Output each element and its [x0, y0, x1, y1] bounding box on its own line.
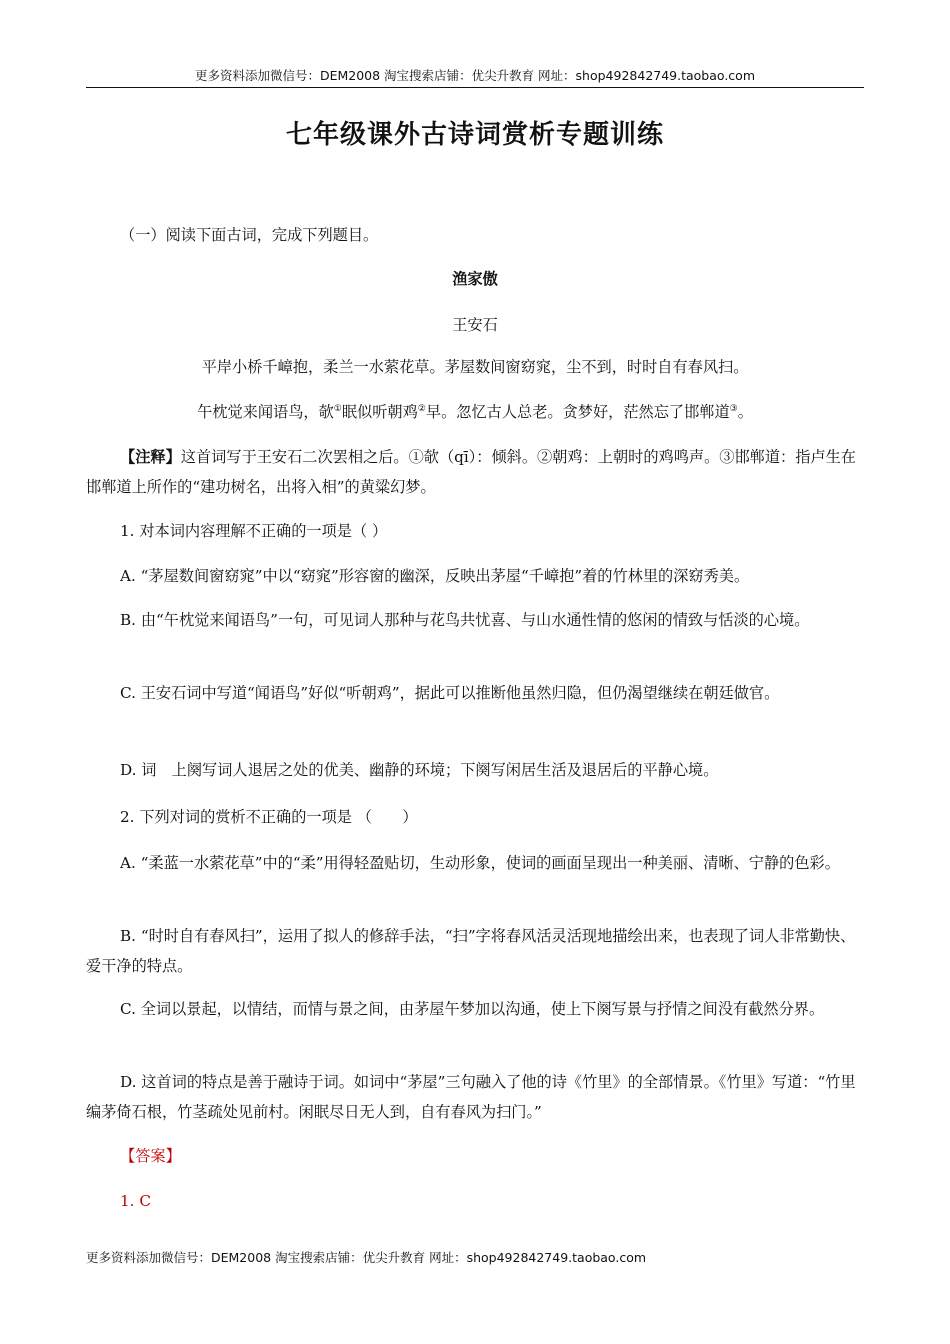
- question-1-option-b: B. 由“午枕觉来闻语鸟”一句，可见词人那种与花鸟共忧喜、与山水通性情的悠闲的情致与恬淡的心境。: [120, 611, 810, 629]
- page-footer: 更多资料添加微信号：DEM2008 淘宝搜索店铺：优尖升教育 网址：shop492842749.taobao.com: [86, 1250, 647, 1265]
- note-mark: ③: [729, 403, 738, 414]
- poem-line-2: 午枕觉来闻语鸟，欹①眠似听朝鸡②早。忽忆古人总老。贪梦好，茫然忘了邯郸道③。: [197, 403, 753, 421]
- answer-label: 【答案】: [120, 1147, 181, 1165]
- question-2-stem: 2. 下列对词的赏析不正确的一项是 （ ）: [120, 808, 418, 826]
- question-2-option-b: B. “时时自有春风扫”，运用了拟人的修辞手法，“扫”字将春风活灵活现地描绘出来，也表现了词人非常勤快、爱干净的特点。: [86, 927, 856, 975]
- header-divider: [86, 87, 864, 88]
- question-2-option-c: C. 全词以景起，以情结，而情与景之间，由茅屋午梦加以沟通，使上下阕写景与抒情之间没有截然分界。: [120, 1000, 825, 1018]
- notes-text: 这首词写于王安石二次罢相之后。①欹（qī）：倾斜。②朝鸡：上朝时的鸡鸣声。③邯郸道：指卢生在邯郸道上所作的“建功树名，出将入相”的黄粱幻梦。: [86, 448, 856, 496]
- notes-paragraph: [86, 442, 864, 502]
- question-1-option-c: C. 王安石词中写道“闻语鸟”好似“听朝鸡”，据此可以推断他虽然归隐，但仍渴望继续在朝廷做官。: [120, 684, 780, 702]
- question-1-option-a: A. “茅屋数间窗窈窕”中以“窈窕”形容窗的幽深，反映出茅屋“千嶂抱”着的竹林里的深窈秀美。: [120, 567, 750, 585]
- poem-line-1: 平岸小桥千嶂抱，柔兰一水萦花草。茅屋数间窗窈窕，尘不到，时时自有春风扫。: [201, 358, 749, 376]
- note-mark: ②: [417, 403, 426, 414]
- poem-title: 渔家傲: [452, 270, 498, 288]
- question-2-option-a: A. “柔蓝一水萦花草”中的“柔”用得轻盈贴切，生动形象，使词的画面呈现出一种美丽、清晰、宁静的色彩。: [120, 854, 840, 872]
- page-title: 七年级课外古诗词赏析专题训练: [285, 120, 664, 150]
- answer-1: 1. C: [120, 1192, 151, 1210]
- question-2-option-d: D. 这首词的特点是善于融诗于词。如词中“茅屋”三句融入了他的诗《竹里》的全部情景。《竹里》写道：“竹里编茅倚石根，竹茎疏处见前村。闲眠尽日无人到，自有春风为扫门。”: [86, 1073, 856, 1121]
- poem-author: 王安石: [452, 316, 498, 334]
- note-mark: ①: [333, 403, 342, 414]
- section-intro: （一）阅读下面古词，完成下列题目。: [120, 226, 379, 244]
- page-header: 更多资料添加微信号：DEM2008 淘宝搜索店铺：优尖升教育 网址：shop492842749.taobao.com: [194, 68, 756, 83]
- notes-label: 【注释】: [120, 448, 181, 466]
- question-1-stem: 1. 对本词内容理解不正确的一项是（ ）: [120, 522, 388, 540]
- question-1-option-d: D. 词 上阕写词人退居之处的优美、幽静的环境；下阕写闲居生活及退居后的平静心境。: [120, 761, 719, 779]
